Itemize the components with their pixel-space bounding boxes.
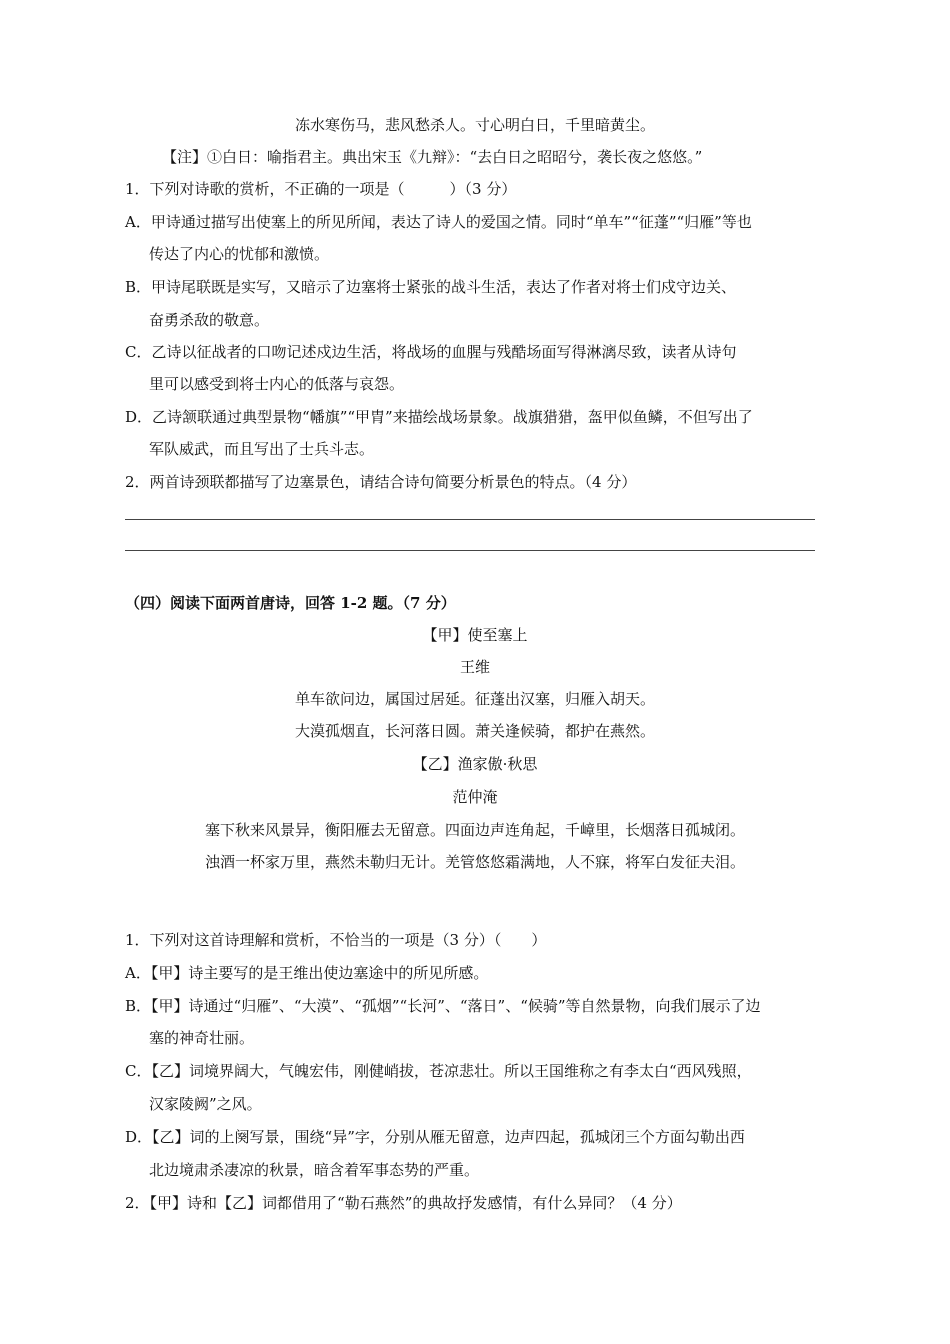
- option-a-line1: A．甲诗通过描写出使塞上的所见所闻，表达了诗人的爱国之情。同时“单车”“征蓬”“归雁”等也: [125, 213, 752, 231]
- question-2-stem: 2．两首诗颈联都描写了边塞景色，请结合诗句简要分析景色的特点。（4 分）: [125, 473, 637, 491]
- option-b-line2: 塞的神奇壮丽。: [149, 1029, 255, 1047]
- poem-line: 冻水寒伤马，悲风愁杀人。寸心明白日，千里暗黄尘。: [294, 116, 655, 134]
- poem-note: 【注】①白日：喻指君主。典出宋玉《九辩》：“去白日之昭昭兮，袭长夜之悠悠。”: [162, 148, 703, 166]
- answer-line: [125, 519, 815, 520]
- option-d-line2: 北边境肃杀凄凉的秋景，暗含着军事态势的严重。: [149, 1161, 480, 1179]
- option-d-line1: D．【乙】词的上阕写景，围绕“异”字，分别从雁无留意，边声四起，孤城闭三个方面勾勒出西: [125, 1128, 745, 1146]
- option-b-line2: 奋勇杀敌的敬意。: [149, 311, 270, 329]
- poem-a-title: 【甲】使至塞上: [422, 626, 528, 644]
- poem-b-title: 【乙】渔家傲·秋思: [412, 755, 538, 773]
- option-a-line2: 传达了内心的忧郁和激愤。: [149, 245, 330, 263]
- option-b-line1: B．【甲】诗通过“归雁”、“大漠”、“孤烟”“长河”、“落日”、“候骑”等自然景物，向我们展示了边: [125, 997, 761, 1015]
- option-b-line1: B．甲诗尾联既是实写，又暗示了边塞将士紧张的战斗生活，表达了作者对将士们戍守边关、: [125, 278, 737, 296]
- poem-a-author: 王维: [459, 658, 490, 676]
- option-d-line2: 军队威武，而且写出了士兵斗志。: [149, 440, 375, 458]
- option-a: A．【甲】诗主要写的是王维出使边塞途中的所见所感。: [125, 964, 489, 982]
- question-1-stem: 1．下列对这首诗理解和赏析，不恰当的一项是（3 分）（ ）: [125, 931, 547, 949]
- question-2-stem: 2．【甲】诗和【乙】词都借用了“勒石燕然”的典故抒发感情，有什么异同？（4 分）: [125, 1194, 682, 1212]
- poem-b-line: 塞下秋来风景异，衡阳雁去无留意。四面边声连角起，千嶂里，长烟落日孤城闭。: [204, 821, 745, 839]
- option-d-line1: D．乙诗颔联通过典型景物“幡旗”“甲胄”来描绘战场景象。战旗猎猎，盔甲似鱼鳞，不但写出了: [125, 408, 753, 426]
- section-heading: （四）阅读下面两首唐诗，回答 1-2 题。（7 分）: [125, 594, 456, 612]
- option-c-line2: 里可以感受到将士内心的低落与哀怨。: [149, 375, 405, 393]
- poem-b-line: 浊酒一杯家万里，燕然未勒归无计。羌管悠悠霜满地，人不寐，将军白发征夫泪。: [204, 853, 745, 871]
- option-c-line1: C．【乙】词境界阔大，气魄宏伟，刚健峭拔，苍凉悲壮。所以王国维称之有李太白“西风残照，: [125, 1062, 752, 1080]
- poem-b-author: 范仲淹: [452, 788, 498, 806]
- poem-a-line: 大漠孤烟直，长河落日圆。萧关逢候骑，都护在燕然。: [294, 722, 655, 740]
- question-1-stem: 1．下列对诗歌的赏析，不正确的一项是（ ）（3 分）: [125, 180, 517, 198]
- option-c-line2: 汉家陵阙”之风。: [149, 1095, 262, 1113]
- answer-line: [125, 550, 815, 551]
- poem-a-line: 单车欲问边，属国过居延。征蓬出汉塞，归雁入胡天。: [294, 690, 655, 708]
- option-c-line1: C．乙诗以征战者的口吻记述戍边生活，将战场的血腥与残酷场面写得淋漓尽致，读者从诗句: [125, 343, 737, 361]
